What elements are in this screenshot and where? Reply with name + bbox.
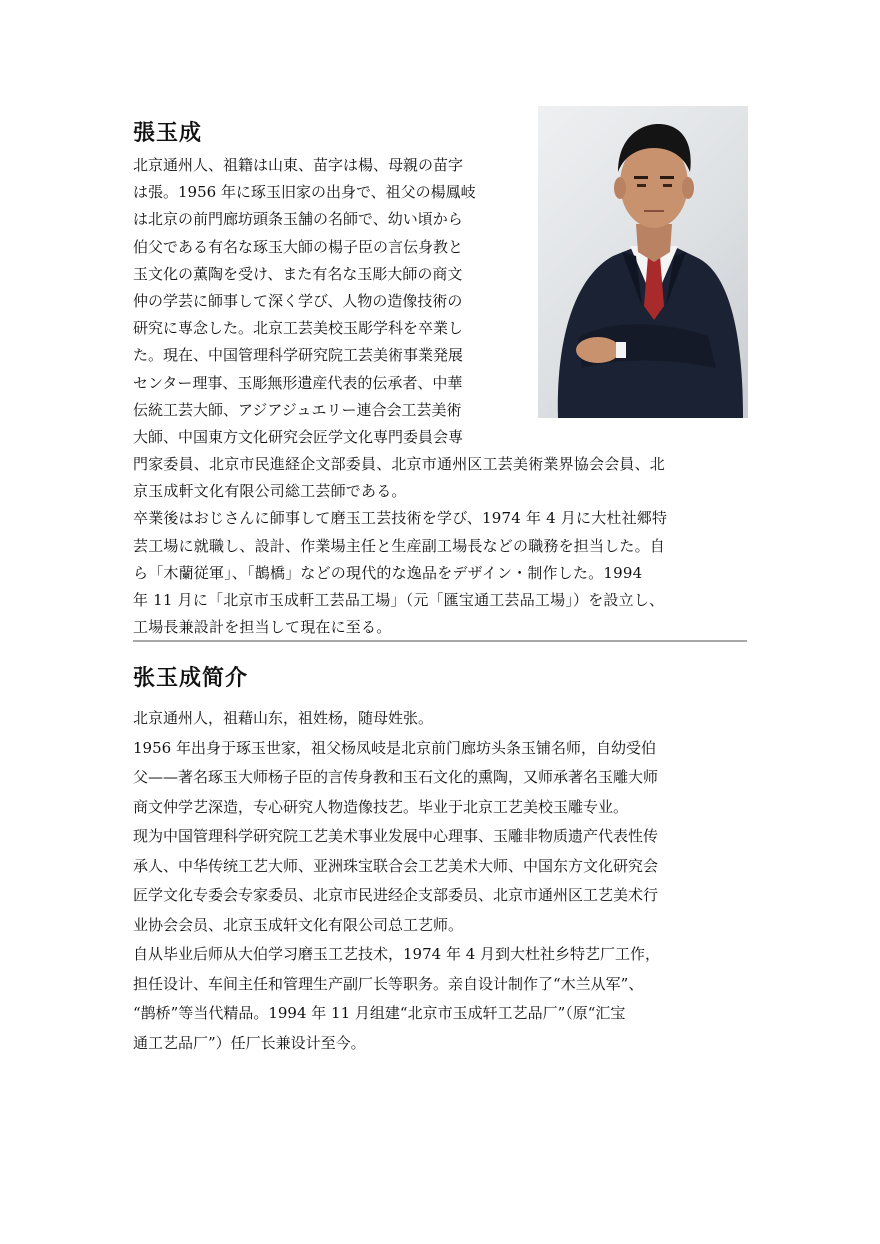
japanese-line: センター理事、玉彫無形遺産代表的伝承者、中華 xyxy=(133,373,463,392)
japanese-line: 卒業後はおじさんに師事して磨玉工芸技術を学び、1974 年 4 月に大杜社郷特 xyxy=(133,509,668,528)
chinese-line: 1956 年出身于琢玉世家，祖父杨凤岐是北京前门廊坊头条玉铺名师，自幼受伯 xyxy=(133,738,656,757)
japanese-line: 芸工場に就職し、設計、作業場主任と生産副工場長などの職務を担当した。自 xyxy=(133,536,666,555)
japanese-line: 門家委員、北京市民進経企文部委員、北京市通州区工芸美術業界協会会員、北 xyxy=(133,455,666,474)
japanese-line: 工場長兼設計を担当して現在に至る。 xyxy=(133,618,392,637)
chinese-line: 通工艺品厂”）任厂长兼设计至今。 xyxy=(133,1033,366,1052)
chinese-line: “鹊桥”等当代精品。1994 年 11 月组建“北京市玉成轩工艺品厂”（原“汇宝 xyxy=(133,1004,626,1022)
chinese-line: 商文仲学艺深造，专心研究人物造像技艺。毕业于北京工艺美校玉雕专业。 xyxy=(133,797,629,816)
japanese-line: 伯父である有名な琢玉大師の楊子臣の言伝身教と xyxy=(133,237,464,256)
chinese-line: 担任设计、车间主任和管理生产副厂长等职务。亲自设计制作了“木兰从军”、 xyxy=(133,974,644,993)
chinese-line: 父——著名琢玉大师杨子臣的言传身教和玉石文化的熏陶，又师承著名玉雕大师 xyxy=(133,768,659,786)
japanese-line: は北京の前門廊坊頭条玉舗の名師で、幼い頃から xyxy=(133,210,463,229)
chinese-line: 现为中国管理科学研究院工艺美术事业发展中心理事、玉雕非物质遗产代表性传 xyxy=(133,827,659,845)
japanese-title: 張玉成 xyxy=(133,121,203,146)
japanese-line: 伝統工芸大師、アジアジュエリー連合会工芸美術 xyxy=(133,400,462,419)
japanese-line: 仲の学芸に師事して深く学び、人物の造像技術の xyxy=(133,291,463,310)
japanese-line: 研究に専念した。北京工芸美校玉彫学科を卒業し xyxy=(133,319,464,338)
japanese-line: た。現在、中国管理科学研究院工芸美術事業発展 xyxy=(133,346,464,365)
japanese-line: は張。1956 年に琢玉旧家の出身で、祖父の楊鳳岐 xyxy=(133,183,476,202)
chinese-title: 张玉成简介 xyxy=(133,666,249,691)
chinese-line: 承人、中华传统工艺大师、亚洲珠宝联合会工艺美术大师、中国东方文化研究会 xyxy=(133,856,659,875)
japanese-body xyxy=(133,152,667,641)
chinese-body xyxy=(133,704,660,1058)
section-divider xyxy=(133,640,747,642)
chinese-line: 自从毕业后师从大伯学习磨玉工艺技术，1974 年 4 月到大杜社乡特艺厂工作， xyxy=(133,945,661,963)
japanese-line: 京玉成軒文化有限公司総工芸師である。 xyxy=(133,482,407,501)
japanese-line: 年 11 月に「北京市玉成軒工芸品工場」（元「匯宝通工芸品工場」）を設立し、 xyxy=(133,591,665,609)
japanese-line: 玉文化の薫陶を受け、また有名な玉彫大師の商文 xyxy=(133,264,463,283)
japanese-line: 大師、中国東方文化研究会匠学文化専門委員会専 xyxy=(133,427,464,446)
chinese-line: 北京通州人，祖藉山东，祖姓杨，随母姓张。 xyxy=(133,709,434,727)
chinese-line: 匠学文化专委会专家委员、北京市民进经企支部委员、北京市通州区工艺美术行 xyxy=(133,886,659,904)
japanese-line: 北京通州人、祖籍は山東、苗字は楊、母親の苗字 xyxy=(133,156,464,174)
japanese-line: ら「木蘭従軍」、「鵲橋」などの現代的な逸品をデザイン・制作した。1994 xyxy=(133,563,643,582)
chinese-line: 业协会会员、北京玉成轩文化有限公司总工艺师。 xyxy=(133,915,464,934)
